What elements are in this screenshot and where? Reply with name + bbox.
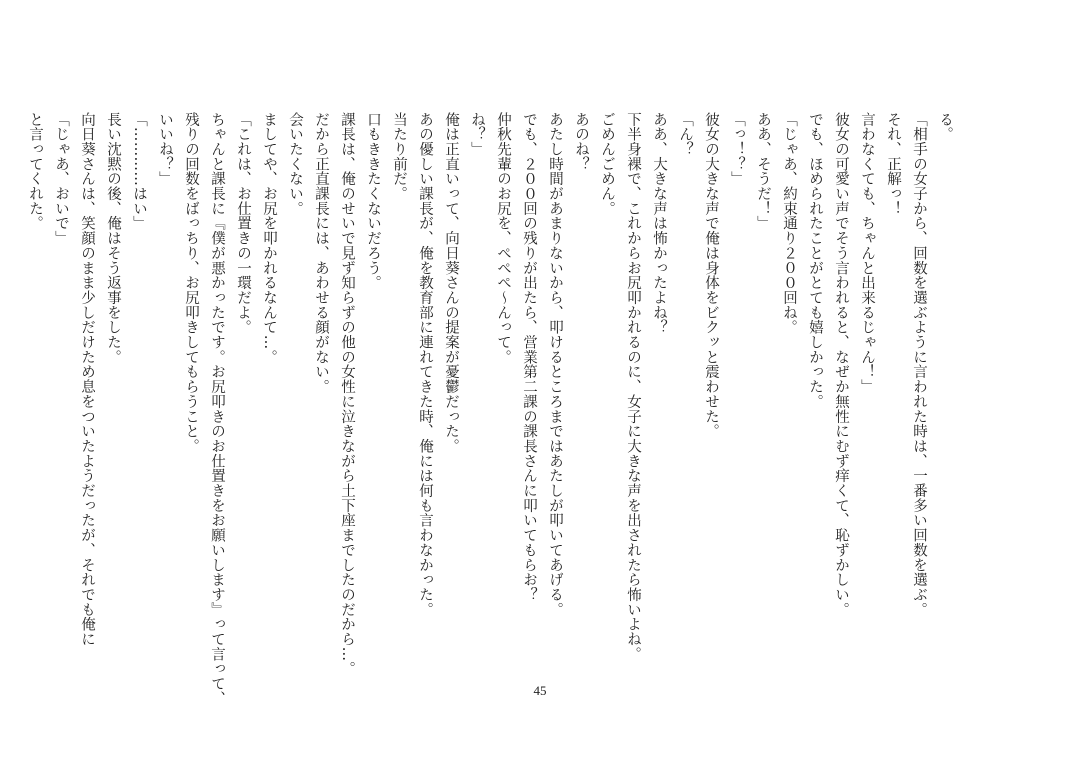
text-line: 彼女の大きな声で俺は身体をビクッと震わせた。 bbox=[703, 112, 719, 439]
text-line: ああ、大きな声は怖かったよね？ bbox=[651, 112, 667, 335]
text-line: ちゃんと課長に『僕が悪かったです。お尻叩きのお仕置きをお願いします』って言って、 bbox=[209, 112, 225, 706]
text-line: あたし時間があまりないから、叩けるところまではあたしが叩いてあげる。 bbox=[547, 112, 563, 617]
text-line: 彼女の可愛い声でそう言われると、なぜか無性にむず痒くて、恥ずかしい。 bbox=[833, 112, 849, 617]
text-line: る。 bbox=[937, 112, 953, 142]
text-line: 課長は、俺のせいで見ず知らずの他の女性に泣きながら土下座までしたのだから…。 bbox=[339, 112, 355, 677]
text-line: ああ、そうだ！」 bbox=[755, 112, 771, 231]
text-line: 「ん？ bbox=[677, 112, 693, 157]
text-line: 「これは、お仕置きの一環だよ。 bbox=[235, 112, 251, 335]
text-line: ましてや、お尻を叩かれるなんて…。 bbox=[261, 112, 277, 365]
text-line: 会いたくない。 bbox=[287, 112, 303, 216]
text-line: 「じゃあ、おいで」 bbox=[53, 112, 69, 246]
text-line: 長い沈黙の後、俺はそう返事をした。 bbox=[105, 112, 121, 365]
text-line: ごめんごめん。 bbox=[599, 112, 615, 216]
text-line: いいね？」 bbox=[157, 112, 173, 187]
text-line: あのね？ bbox=[573, 112, 589, 172]
text-line: 「相手の女子から、回数を選ぶように言われた時は、一番多い回数を選ぶ。 bbox=[911, 112, 927, 617]
text-line: 残りの回数をばっちり、お尻叩きしてもらうこと。 bbox=[183, 112, 199, 454]
text-line: 言わなくても、ちゃんと出来るじゃん！」 bbox=[859, 112, 875, 395]
text-line: 当たり前だ。 bbox=[391, 112, 407, 202]
text-line: それ、正解っ！ bbox=[885, 112, 901, 216]
text-line: 下半身裸で、これからお尻叩かれるのに、女子に大きな声を出されたら怖いよね。 bbox=[625, 112, 641, 662]
text-line: だから正直課長には、あわせる顔がない。 bbox=[313, 112, 329, 395]
text-line: 向日葵さんは、笑顔のまま少しだけため息をついたようだったが、それでも俺に bbox=[79, 112, 95, 647]
page-number: 45 bbox=[533, 683, 547, 698]
text-line: と言ってくれた。 bbox=[27, 112, 43, 231]
text-line: あの優しい課長が、俺を教育部に連れてきた時、俺には何も言わなかった。 bbox=[417, 112, 433, 617]
text-line: ね？」 bbox=[469, 112, 485, 157]
text-line: 「じゃあ、約束通り２００回ね。 bbox=[781, 112, 797, 335]
text-line: 仲秋先輩のお尻を、ぺぺぺ〜んって。 bbox=[495, 112, 511, 365]
text-line: 俺は正直いって、向日葵さんの提案が憂鬱だった。 bbox=[443, 112, 459, 454]
text-line: でも、ほめられたことがとても嬉しかった。 bbox=[807, 112, 823, 409]
text-line: 「っ！？」 bbox=[729, 112, 745, 187]
text-line: でも、２００回の残りが出たら、営業第二課の課長さんに叩いてもらお？ bbox=[521, 112, 537, 603]
text-line: 口もききたくないだろう。 bbox=[365, 112, 381, 291]
text-line: 「…………はい」 bbox=[131, 112, 147, 231]
